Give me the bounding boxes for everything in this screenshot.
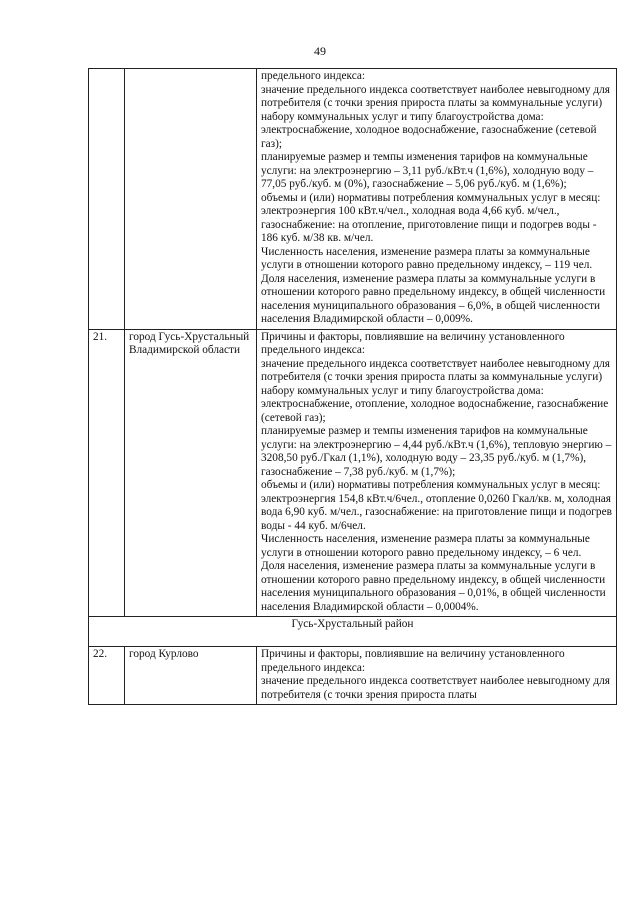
section-row	[89, 617, 617, 647]
paragraph: Численность населения, изменение размера платы за коммунальные услуги в отношении которого равно предельному индексу, – 6 чел.	[261, 533, 590, 559]
paragraph: Численность населения, изменение размера платы за коммунальные услуги в отношении которого равно предельному индексу, – 119 чел.	[261, 245, 593, 271]
row-description	[257, 647, 617, 705]
row-number	[89, 69, 125, 330]
table-row	[89, 647, 617, 705]
paragraph: значение предельного индекса соответствует наиболее невыгодному для потребителя (с точки зрения прироста платы за коммунальные услуги) набору коммунальных услуг и типу благоустройства дома: электроснабжение, холодное водоснабжение, газоснабжение (сетевой газ);	[261, 83, 610, 150]
table-row	[89, 69, 617, 330]
paragraph: Доля населения, изменение размера платы за коммунальные услуги в отношении которого равно предельному индексу, в общей численности населения муниципального образования – 0,01%, в общей численности населения Владимирской области – 0,0004%.	[261, 560, 606, 613]
row-description	[257, 329, 617, 617]
table-row	[89, 329, 617, 617]
municipality-name: город Курлово	[125, 647, 257, 705]
paragraph: планируемые размер и темпы изменения тарифов на коммунальные услуги: на электроэнергию – 3,11 руб./кВт.ч (1,6%), холодную воду – 77,05 руб./куб. м (0%), газоснабжение – 5,06 руб./куб. м (1,6%);	[261, 151, 594, 190]
municipality-name: город Гусь-Хрустальный Владимирской области	[125, 329, 257, 617]
paragraph: значение предельного индекса соответствует наиболее невыгодному для потребителя (с точки зрения прироста платы	[261, 675, 610, 701]
section-heading: Гусь-Хрустальный район	[89, 617, 617, 647]
municipality-name	[125, 69, 257, 330]
paragraph: значение предельного индекса соответствует наиболее невыгодному для потребителя (с точки зрения прироста платы за коммунальные услуги) набору коммунальных услуг и типу благоустройства дома: электроснабжение, отопление, холодное водоснабжение, газоснабжение (сетевой газ);	[261, 357, 610, 424]
paragraph: Причины и факторы, повлиявшие на величину установленного предельного индекса:	[261, 648, 565, 674]
row-description	[257, 69, 617, 330]
row-number: 22.	[89, 647, 125, 705]
paragraph: объемы и (или) нормативы потребления коммунальных услуг в месяц: электроэнергия 100 кВт.ч/чел., холодная вода 4,66 куб. м/чел., газоснабжение: на отопление, приготовление пищи и подогрев воды - 186 куб. м/38 кв. м/чел.	[261, 191, 601, 244]
paragraph: предельного индекса:	[261, 70, 365, 82]
row-number: 21.	[89, 329, 125, 617]
paragraph: объемы и (или) нормативы потребления коммунальных услуг в месяц: электроэнергия 154,8 кВт.ч/6чел., отопление 0,0260 Гкал/кв. м, холодная вода 6,90 куб. м/чел., газоснабжение: на приготовление пищи и подогрев воды - 44 куб. м/6чел.	[261, 479, 612, 532]
paragraph: Доля населения, изменение размера платы за коммунальные услуги в отношении которого равно предельному индексу, в общей численности населения муниципального образования – 6,0%, в общей численности населения Владимирской области – 0,009%.	[261, 272, 606, 325]
index-table	[88, 68, 617, 705]
page-number: 49	[314, 44, 326, 58]
paragraph: Причины и факторы, повлиявшие на величину установленного предельного индекса:	[261, 330, 565, 356]
paragraph: планируемые размер и темпы изменения тарифов на коммунальные услуги: на электроэнергию – 4,44 руб./кВт.ч (1,6%), тепловую энергию – 3208,50 руб./Гкал (1,1%), холодную воду – 23,35 руб./куб. м (1,7%), газоснабжение – 7,38 руб./куб. м (1,7%);	[261, 425, 612, 478]
